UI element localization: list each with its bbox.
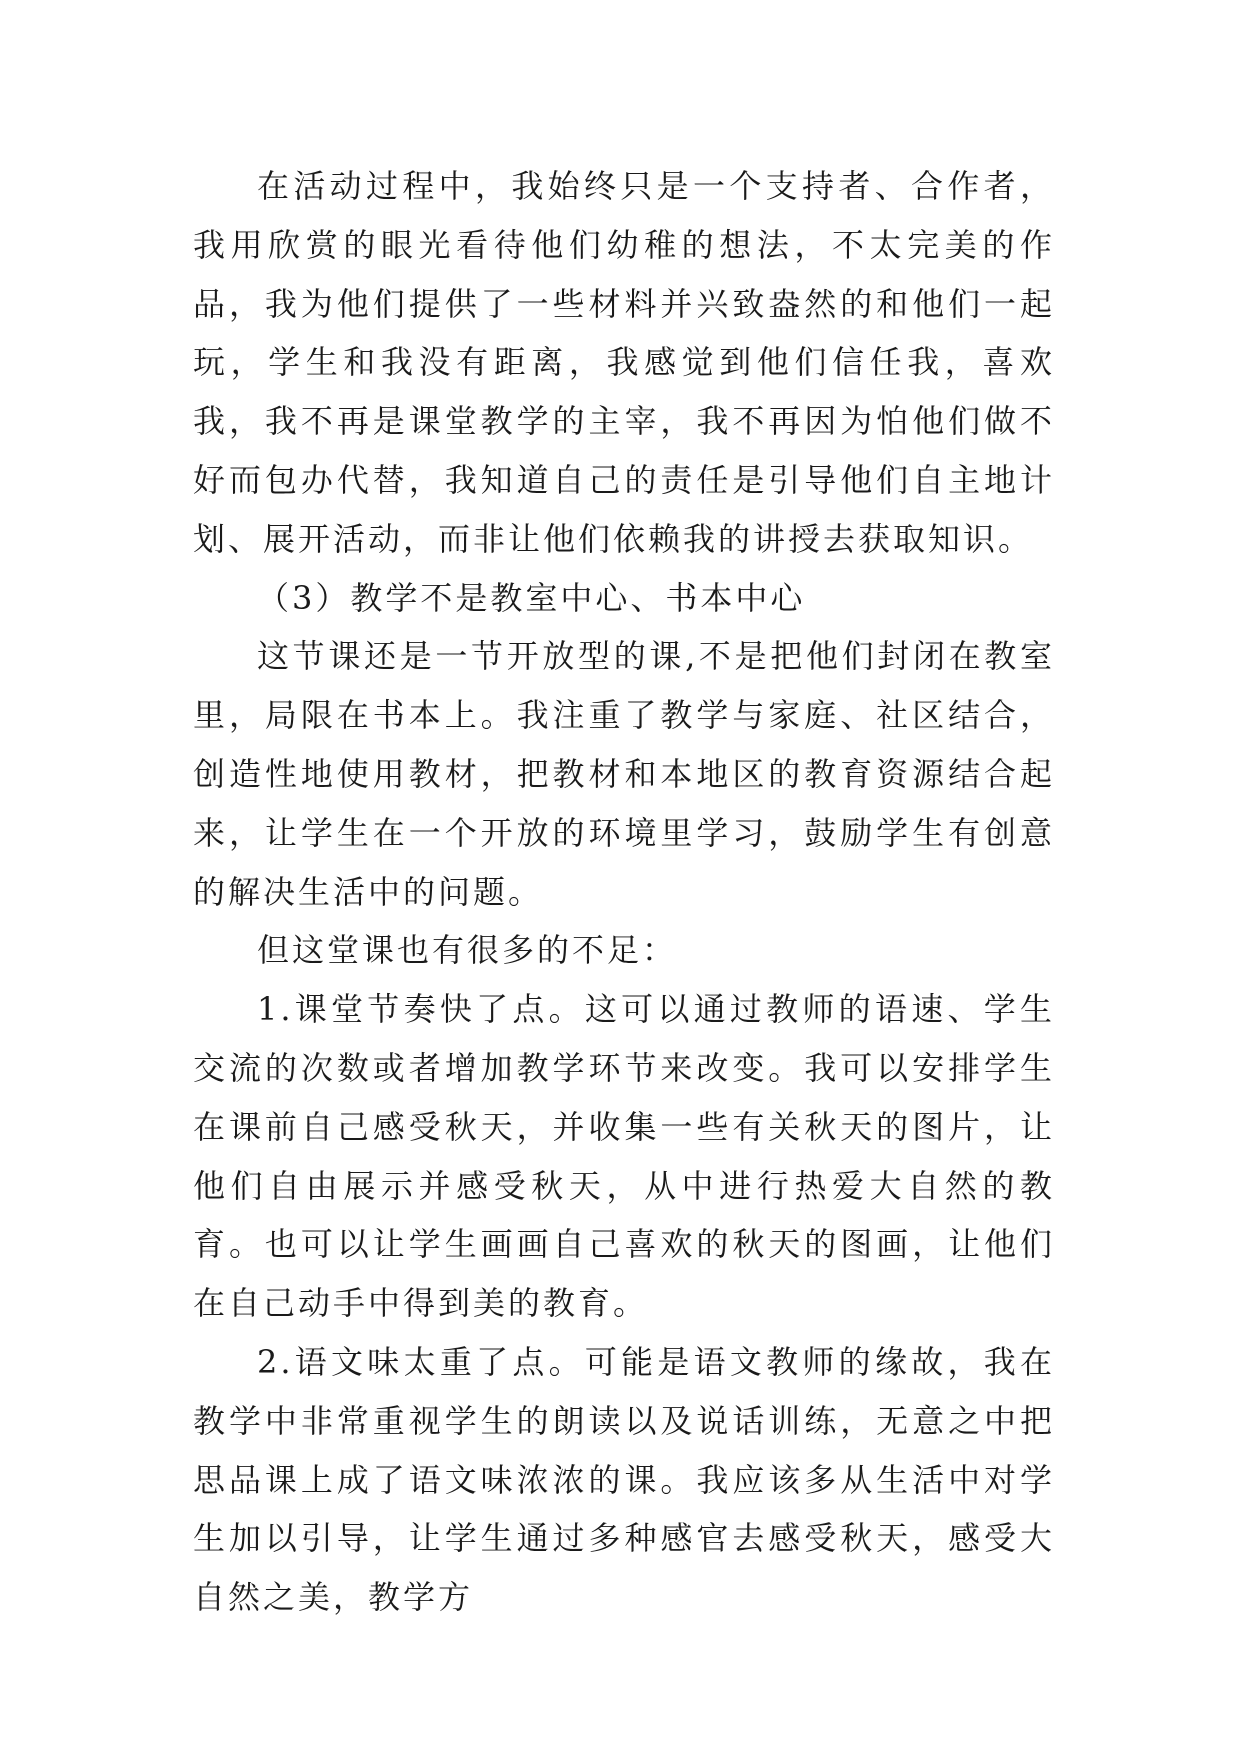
paragraph-activity-role: 在活动过程中，我始终只是一个支持者、合作者，我用欣赏的眼光看待他们幼稚的想法，不太完美的作品，我为他们提供了一些材料并兴致盎然的和他们一起玩，学生和我没有距离，我感觉到他们信任我，喜欢我，我不再是课堂教学的主宰，我不再因为怕他们做不好而包办代替，我知道自己的责任是引导他们自主地计划、展开活动，而非让他们依赖我的讲授去获取知识。 (193, 167, 1055, 558)
paragraph-open-class: 这节课还是一节开放型的课,不是把他们封闭在教室里，局限在书本上。我注重了教学与家庭、社区结合，创造性地使用教材，把教材和本地区的教育资源结合起来，让学生在一个开放的环境里学习，鼓励学生有创意的解决生活中的问题。 (193, 637, 1055, 911)
paragraph-shortcoming-2: 2.语文味太重了点。可能是语文教师的缘故，我在教学中非常重视学生的朗读以及说话训练，无意之中把思品课上成了语文味浓浓的课。我应该多从生活中对学生加以引导，让学生通过多种感官去感受秋天，感受大自然之美，教学方 (193, 1342, 1055, 1617)
document-body (193, 157, 1055, 1627)
paragraph-shortcoming-1: 1.课堂节奏快了点。这可以通过教师的语速、学生交流的次数或者增加教学环节来改变。我可以安排学生在课前自己感受秋天，并收集一些有关秋天的图片，让他们自由展示并感受秋天，从中进行热爱大自然的教育。也可以让学生画画自己喜欢的秋天的图画，让他们在自己动手中得到美的教育。 (193, 990, 1055, 1323)
paragraph-shortcomings-intro: 但这堂课也有很多的不足： (257, 931, 678, 970)
section-heading-3: （3）教学不是教室中心、书本中心 (257, 578, 806, 617)
